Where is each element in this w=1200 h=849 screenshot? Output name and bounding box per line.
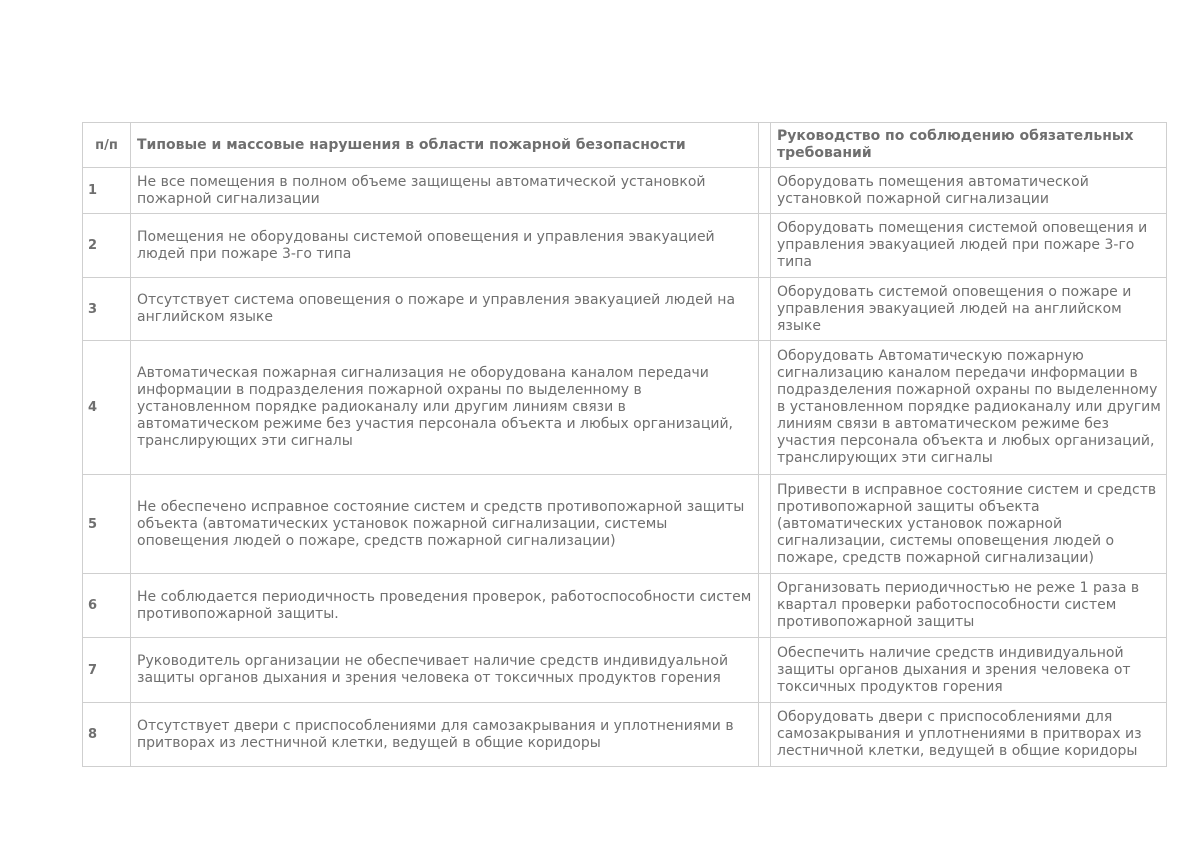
guidance-cell: Организовать периодичностью не реже 1 раза в квартал проверки работоспособности систем противопожарной защиты bbox=[771, 574, 1167, 638]
table-row bbox=[83, 574, 1167, 638]
violation-cell: Отсутствует двери с приспособлениями для самозакрывания и уплотнениями в притворах из лестничной клетки, ведущей в общие коридоры bbox=[131, 703, 759, 767]
guidance-cell: Оборудовать системой оповещения о пожаре и управления эвакуацией людей на английском языке bbox=[771, 278, 1167, 341]
table-row bbox=[83, 638, 1167, 703]
header-violations: Типовые и массовые нарушения в области пожарной безопасности bbox=[131, 123, 759, 168]
column-gap bbox=[759, 123, 771, 168]
violation-cell: Не соблюдается периодичность проведения проверок, работоспособности систем противопожарной защиты. bbox=[131, 574, 759, 638]
row-number: 2 bbox=[83, 214, 131, 278]
guidance-cell: Оборудовать Автоматическую пожарную сигнализацию каналом передачи информации в подразделения пожарной охраны по выделенному в установленном порядке радиоканалу или другим линиям связи в автоматическом режиме без участия персонала объекта и любых организаций, транслирующих эти сигналы bbox=[771, 341, 1167, 475]
table-row bbox=[83, 703, 1167, 767]
violation-cell: Отсутствует система оповещения о пожаре и управления эвакуацией людей на английском языке bbox=[131, 278, 759, 341]
column-gap bbox=[759, 574, 771, 638]
table-row bbox=[83, 475, 1167, 574]
table-row bbox=[83, 341, 1167, 475]
guidance-cell: Оборудовать двери с приспособлениями для самозакрывания и уплотнениями в притворах из лестничной клетки, ведущей в общие коридоры bbox=[771, 703, 1167, 767]
column-gap bbox=[759, 475, 771, 574]
column-gap bbox=[759, 278, 771, 341]
table-header-row bbox=[83, 123, 1167, 168]
table-row bbox=[83, 214, 1167, 278]
violation-cell: Не обеспечено исправное состояние систем и средств противопожарной защиты объекта (автоматических установок пожарной сигнализации, системы оповещения людей о пожаре, средств пожарной сигнализации) bbox=[131, 475, 759, 574]
row-number: 1 bbox=[83, 168, 131, 214]
column-gap bbox=[759, 168, 771, 214]
guidance-cell: Оборудовать помещения автоматической установкой пожарной сигнализации bbox=[771, 168, 1167, 214]
column-gap bbox=[759, 703, 771, 767]
violation-cell: Руководитель организации не обеспечивает наличие средств индивидуальной защиты органов дыхания и зрения человека от токсичных продуктов горения bbox=[131, 638, 759, 703]
column-gap bbox=[759, 214, 771, 278]
row-number: 3 bbox=[83, 278, 131, 341]
column-gap bbox=[759, 341, 771, 475]
guidance-cell: Оборудовать помещения системой оповещения и управления эвакуацией людей при пожаре 3-го типа bbox=[771, 214, 1167, 278]
row-number: 4 bbox=[83, 341, 131, 475]
row-number: 6 bbox=[83, 574, 131, 638]
header-guidance: Руководство по соблюдению обязательных требований bbox=[771, 123, 1167, 168]
violations-table bbox=[82, 122, 1167, 767]
table-row bbox=[83, 278, 1167, 341]
row-number: 5 bbox=[83, 475, 131, 574]
violation-cell: Помещения не оборудованы системой оповещения и управления эвакуацией людей при пожаре 3-го типа bbox=[131, 214, 759, 278]
row-number: 7 bbox=[83, 638, 131, 703]
violation-cell: Автоматическая пожарная сигнализация не оборудована каналом передачи информации в подразделения пожарной охраны по выделенному в установленном порядке радиоканалу или другим линиям связи в автоматическом режиме без участия персонала объекта и любых организаций, транслирующих эти сигналы bbox=[131, 341, 759, 475]
header-num: п/п bbox=[83, 123, 131, 168]
table-row bbox=[83, 168, 1167, 214]
guidance-cell: Обеспечить наличие средств индивидуальной защиты органов дыхания и зрения человека от токсичных продуктов горения bbox=[771, 638, 1167, 703]
row-number: 8 bbox=[83, 703, 131, 767]
violation-cell: Не все помещения в полном объеме защищены автоматической установкой пожарной сигнализации bbox=[131, 168, 759, 214]
column-gap bbox=[759, 638, 771, 703]
guidance-cell: Привести в исправное состояние систем и средств противопожарной защиты объекта (автоматических установок пожарной сигнализации, системы оповещения людей о пожаре, средств пожарной сигнализации) bbox=[771, 475, 1167, 574]
